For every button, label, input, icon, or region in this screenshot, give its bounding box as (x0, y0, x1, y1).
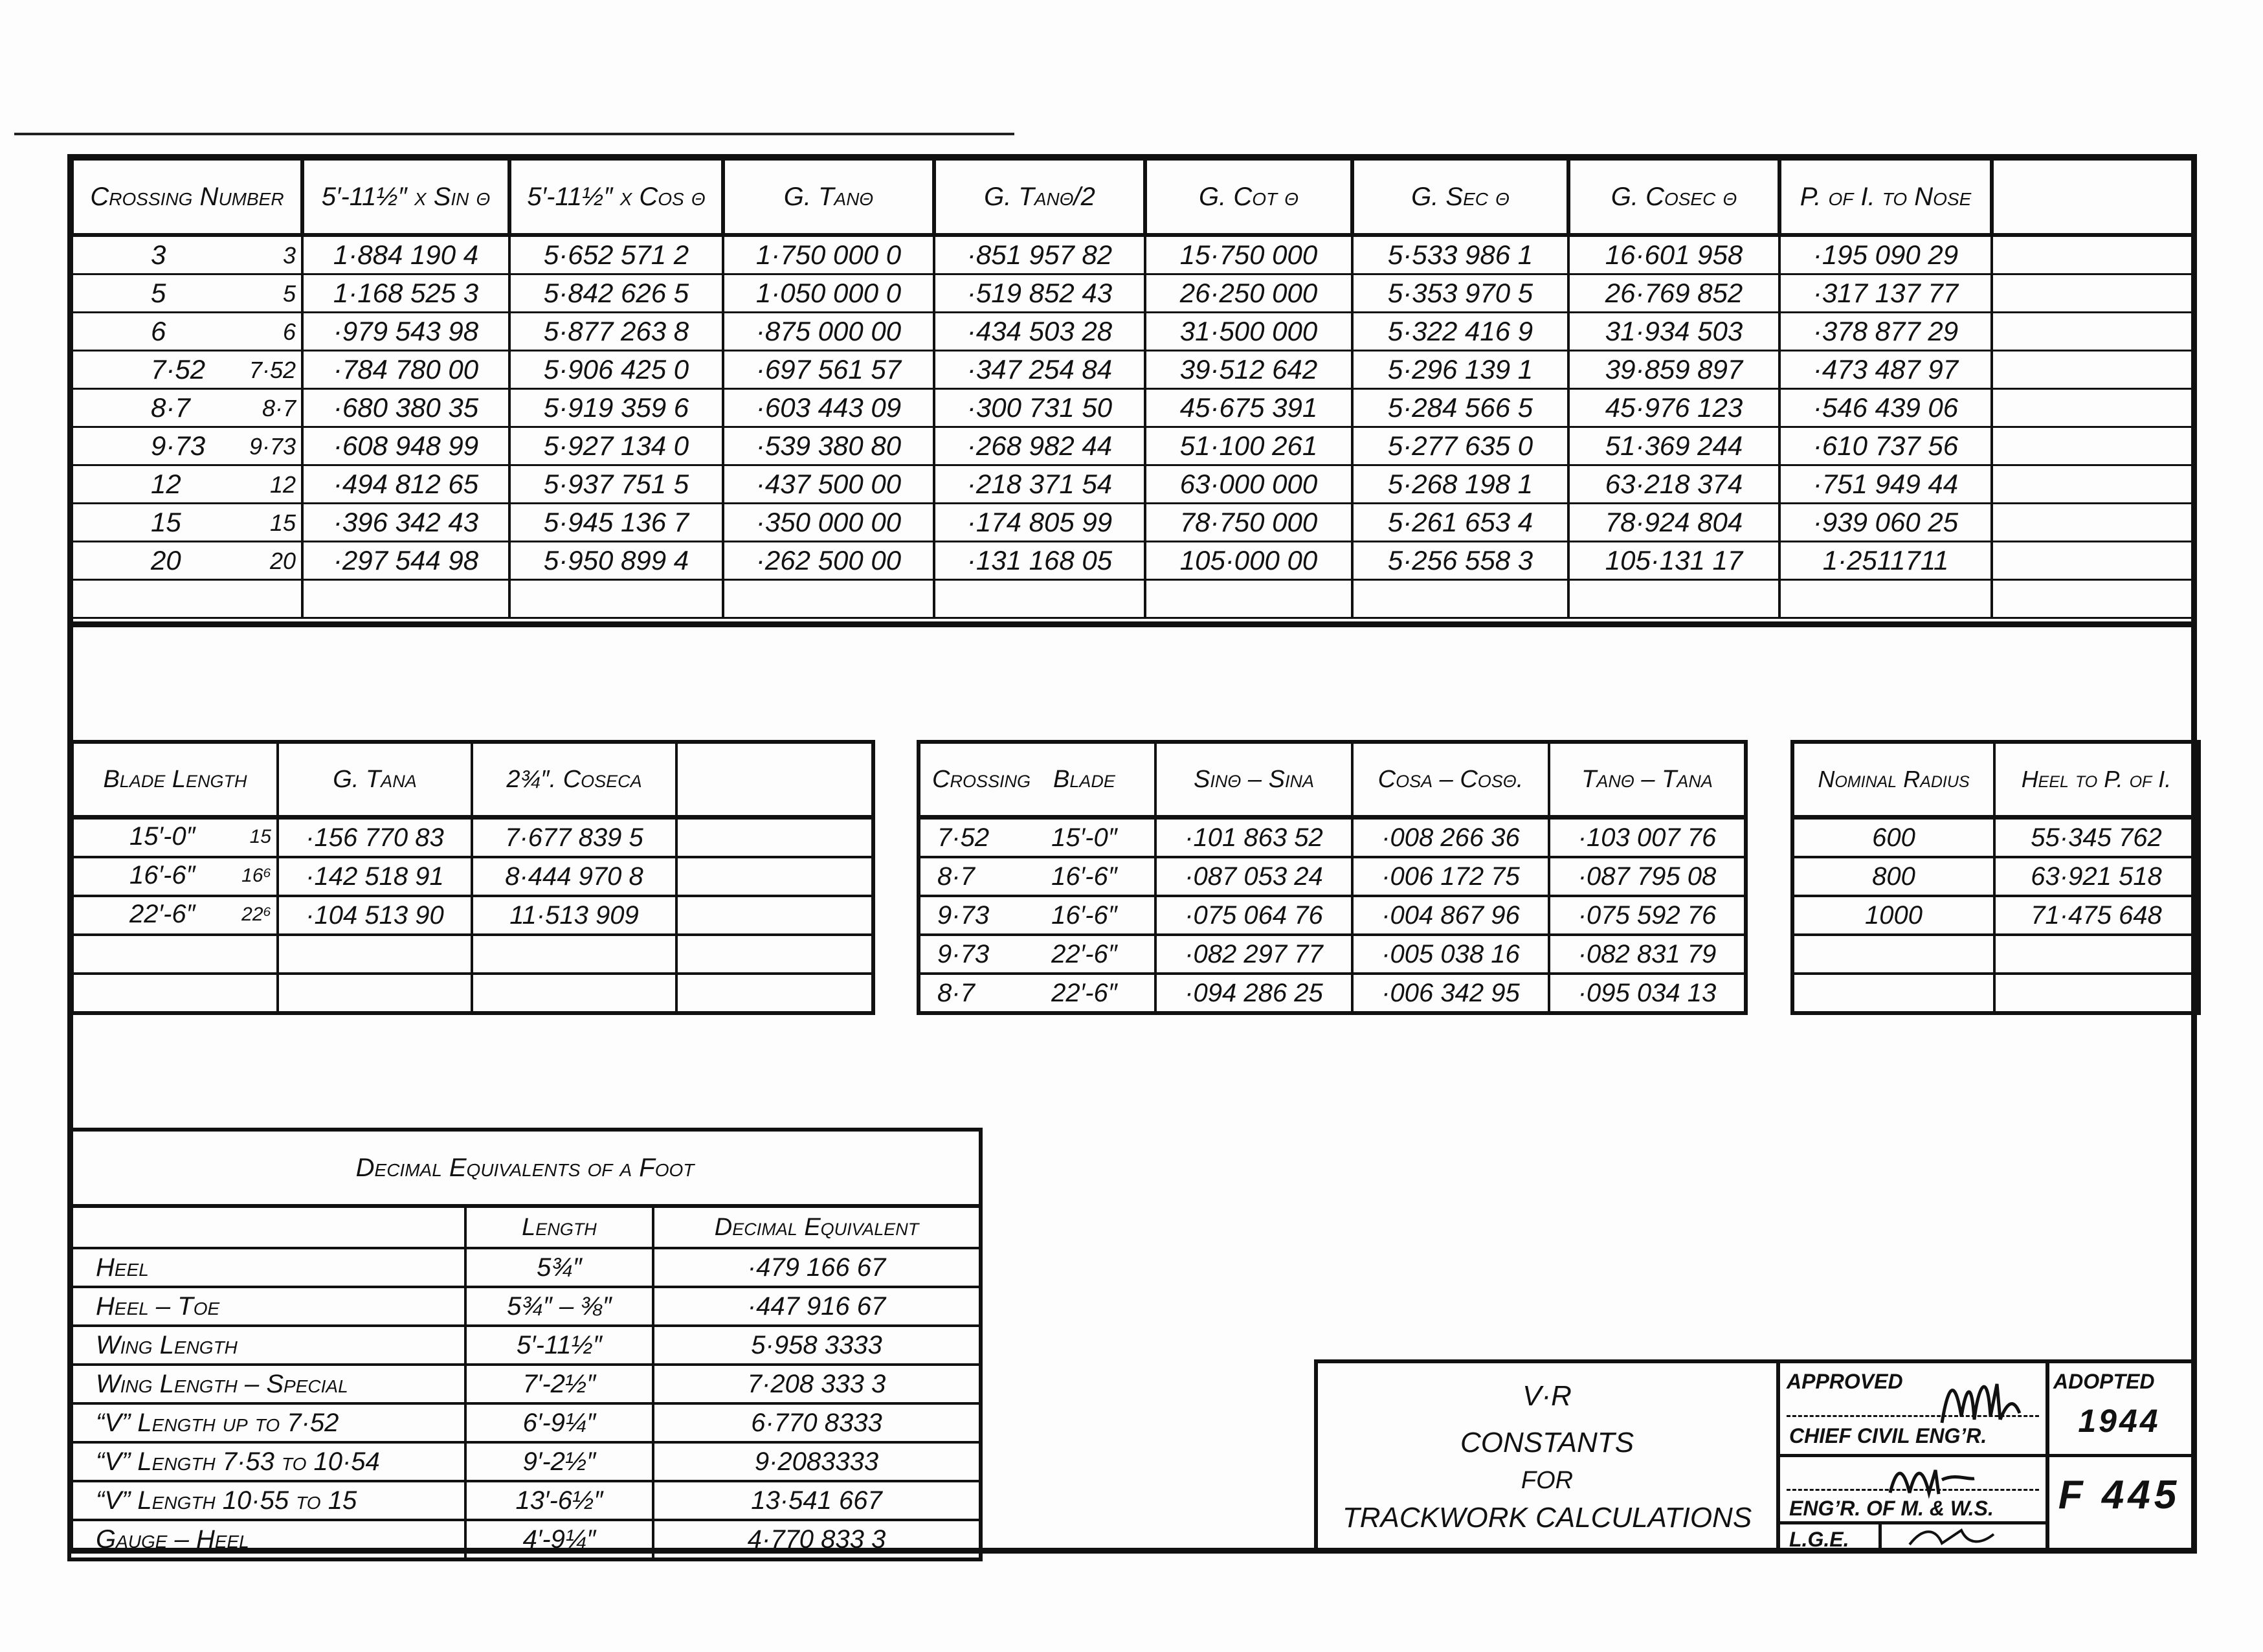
crossing-value: 9·73 (919, 935, 1014, 974)
sin-value: ·608 948 99 (302, 427, 509, 465)
cos-value: 5·906 425 0 (509, 351, 723, 389)
decimal-table-title: Decimal Equivalents of a Foot (69, 1130, 981, 1206)
blank-cell (1779, 580, 1992, 618)
engineer-label: ENG’R. OF M. & W.S. (1789, 1497, 1994, 1520)
crossing-value: 7·52 (919, 818, 1014, 858)
adoption-block (2046, 1363, 2193, 1550)
item-label: “V” Length 7·53 to 10·54 (69, 1442, 465, 1481)
col-header-cosec-alpha: 2¾″. Cosecα (472, 742, 676, 818)
gtan-half-value: ·300 731 50 (934, 389, 1145, 427)
length-value: 7′-2½″ (465, 1365, 653, 1403)
engineer-dash (1787, 1489, 2039, 1491)
crossing-number: 8·7 (151, 392, 190, 423)
crossing-number-note: 8·7 (262, 395, 296, 421)
lge-initials (1903, 1521, 2000, 1550)
crossing-value: 8·7 (919, 974, 1014, 1013)
crossing-value: 8·7 (919, 857, 1014, 896)
nominal-radius-value: 800 (1792, 857, 1994, 896)
crossing-value: 9·73 (919, 896, 1014, 935)
gcosec-value: 39·859 897 (1568, 351, 1779, 389)
blade-length-note: 15 (249, 826, 271, 847)
gtan-half-value: ·268 982 44 (934, 427, 1145, 465)
approved-dash (1787, 1415, 2039, 1417)
blank-cell (676, 818, 873, 858)
crossing-number-note: 20 (269, 548, 296, 574)
item-label: “V” Length 10·55 to 15 (69, 1481, 465, 1520)
col-header-decimal: Decimal Equivalent (653, 1206, 981, 1248)
gtan-value: ·437 500 00 (723, 465, 934, 504)
table-row (69, 1326, 981, 1365)
cos-value: 5·652 571 2 (509, 235, 723, 274)
blank-cell (302, 580, 509, 618)
poi-to-nose-value: ·610 737 56 (1779, 427, 1992, 465)
crossing-number-note: 6 (282, 318, 296, 345)
col-header-crossing: Crossing (919, 742, 1014, 818)
blade-length: 22′-6″ (129, 900, 195, 928)
gcot-value: 39·512 642 (1145, 351, 1352, 389)
heel-to-poi-value: 55·345 762 (1994, 818, 2199, 858)
length-value: 5′-11½″ (465, 1326, 653, 1365)
cosec-alpha-value: 8·444 970 8 (472, 857, 676, 896)
blank-cell (72, 935, 278, 974)
gcosec-value: 51·369 244 (1568, 427, 1779, 465)
gsec-value: 5·256 558 3 (1352, 542, 1568, 580)
table-row (69, 1248, 981, 1287)
poi-to-nose-value: ·939 060 25 (1779, 504, 1992, 542)
blank-cell (1992, 504, 2195, 542)
chief-engineer-label: CHIEF CIVIL ENG’R. (1789, 1424, 1987, 1447)
gtan-value: 1·750 000 0 (723, 235, 934, 274)
tan-diff-value: ·095 034 13 (1549, 974, 1746, 1013)
blank-cell (1994, 974, 2199, 1013)
table-row (919, 896, 1746, 935)
empty-row (72, 580, 2195, 618)
item-label: Wing Length (69, 1326, 465, 1365)
gcosec-value: 16·601 958 (1568, 235, 1779, 274)
tan-diff-value: ·103 007 76 (1549, 818, 1746, 858)
sin-diff-value: ·087 053 24 (1155, 857, 1352, 896)
poi-to-nose-value: ·317 137 77 (1779, 274, 1992, 313)
tan-diff-value: ·087 795 08 (1549, 857, 1746, 896)
blade-length-table (70, 740, 875, 1015)
table-row (1792, 818, 2199, 858)
blank-cell (676, 935, 873, 974)
blank-cell (72, 974, 278, 1013)
table-row (919, 818, 1746, 858)
drawing-number: F 445 (2058, 1473, 2181, 1517)
gtan-value: 1·050 000 0 (723, 274, 934, 313)
crossing-number-cell (72, 274, 302, 313)
gtan-value: ·350 000 00 (723, 504, 934, 542)
cos-value: 5·927 134 0 (509, 427, 723, 465)
gtan-alpha-value: ·156 770 83 (278, 818, 472, 858)
title-line-2: CONSTANTS (1460, 1427, 1634, 1458)
col-header-cos-diff: Cosα – Cosθ. (1352, 742, 1549, 818)
decimal-value: 7·208 333 3 (653, 1365, 981, 1403)
cos-value: 5·919 359 6 (509, 389, 723, 427)
col-header-gcot: G. Cot θ (1145, 159, 1352, 235)
gsec-value: 5·261 653 4 (1352, 504, 1568, 542)
table-row (72, 235, 2195, 274)
crossing-number: 9·73 (151, 430, 206, 461)
poi-to-nose-value: ·546 439 06 (1779, 389, 1992, 427)
blank-cell (1992, 235, 2195, 274)
cos-value: 5·842 626 5 (509, 274, 723, 313)
gcosec-value: 45·976 123 (1568, 389, 1779, 427)
gsec-value: 5·533 986 1 (1352, 235, 1568, 274)
crossing-number-note: 7·52 (249, 357, 296, 383)
blank-cell (509, 580, 723, 618)
length-value: 6′-9¼″ (465, 1403, 653, 1442)
empty-row (1792, 974, 2199, 1013)
nominal-radius-table (1790, 740, 2201, 1015)
nominal-radius-value: 600 (1792, 818, 1994, 858)
col-header-gtan-alpha: G. Tanα (278, 742, 472, 818)
crossing-number-cell (72, 427, 302, 465)
col-header-blade-length: Blade Length (72, 742, 278, 818)
crossing-blade-table (917, 740, 1748, 1015)
gtan-alpha-value: ·104 513 90 (278, 896, 472, 935)
col-header-crossing-number: Crossing Number (72, 159, 302, 235)
blank-cell (676, 857, 873, 896)
gcosec-value: 78·924 804 (1568, 504, 1779, 542)
tan-diff-value: ·082 831 79 (1549, 935, 1746, 974)
gtan-half-value: ·218 371 54 (934, 465, 1145, 504)
gcot-value: 15·750 000 (1145, 235, 1352, 274)
item-label: “V” Length up to 7·52 (69, 1403, 465, 1442)
item-label: Gauge – Heel (69, 1520, 465, 1559)
item-label: Heel – Toe (69, 1287, 465, 1326)
crossing-number-cell (72, 351, 302, 389)
col-header-sin: 5′-11½″ x Sin θ (302, 159, 509, 235)
gtan-value: ·875 000 00 (723, 313, 934, 351)
table-row (72, 896, 873, 935)
decimal-value: 5·958 3333 (653, 1326, 981, 1365)
crossing-number-cell (72, 542, 302, 580)
empty-row (72, 974, 873, 1013)
blank-cell (1992, 313, 2195, 351)
cosec-alpha-value: 7·677 839 5 (472, 818, 676, 858)
crossing-number-cell (72, 313, 302, 351)
gtan-half-value: ·434 503 28 (934, 313, 1145, 351)
blank-cell (1792, 935, 1994, 974)
section-divider (67, 621, 2197, 627)
gtan-value: ·262 500 00 (723, 542, 934, 580)
gtan-alpha-value: ·142 518 91 (278, 857, 472, 896)
approved-label: APPROVED (1787, 1370, 1903, 1393)
gsec-value: 5·284 566 5 (1352, 389, 1568, 427)
sin-diff-value: ·101 863 52 (1155, 818, 1352, 858)
gtan-half-value: ·174 805 99 (934, 504, 1145, 542)
sin-value: ·396 342 43 (302, 504, 509, 542)
gcot-value: 51·100 261 (1145, 427, 1352, 465)
table-row (69, 1287, 981, 1326)
crossing-number-note: 15 (269, 509, 296, 536)
col-header-length: Length (465, 1206, 653, 1248)
crossing-number-cell (72, 389, 302, 427)
decimal-value: 4·770 833 3 (653, 1520, 981, 1559)
gsec-value: 5·277 635 0 (1352, 427, 1568, 465)
table-row (1792, 857, 2199, 896)
table-row (1792, 896, 2199, 935)
col-header-tan-diff: Tanθ – Tanα (1549, 742, 1746, 818)
header-row (919, 742, 1746, 818)
blank-cell (1145, 580, 1352, 618)
table-row (72, 274, 2195, 313)
blade-length: 15′-0″ (129, 822, 195, 851)
blade-length-cell (72, 857, 278, 896)
cos-value: 5·877 263 8 (509, 313, 723, 351)
drawing-title (1318, 1363, 1780, 1550)
sin-value: ·784 780 00 (302, 351, 509, 389)
col-header-gtan: G. Tanθ (723, 159, 934, 235)
adopted-label: ADOPTED (2053, 1370, 2155, 1393)
gcot-value: 31·500 000 (1145, 313, 1352, 351)
blank-cell (1992, 465, 2195, 504)
crossing-number-cell (72, 504, 302, 542)
table-row (72, 542, 2195, 580)
col-header-blank (676, 742, 873, 818)
blade-value: 16′-6″ (1014, 857, 1155, 896)
title-line-1: V·R (1522, 1380, 1572, 1412)
crossing-number-note: 12 (269, 471, 296, 498)
crossing-number: 15 (151, 507, 181, 537)
blank-cell (472, 974, 676, 1013)
sin-diff-value: ·075 064 76 (1155, 896, 1352, 935)
table-row (69, 1442, 981, 1481)
gtan-value: ·603 443 09 (723, 389, 934, 427)
table-row (69, 1365, 981, 1403)
crossing-number-note: 5 (282, 280, 296, 307)
lge-label: L.G.E. (1789, 1528, 1849, 1551)
col-header-cos: 5′-11½″ x Cos θ (509, 159, 723, 235)
sin-value: ·494 812 65 (302, 465, 509, 504)
crossing-constants-table (70, 157, 2197, 619)
blank-cell (1994, 935, 2199, 974)
empty-row (1792, 935, 2199, 974)
col-header-gsec: G. Sec θ (1352, 159, 1568, 235)
length-value: 9′-2½″ (465, 1442, 653, 1481)
crossing-number: 6 (151, 316, 166, 346)
blank-cell (676, 974, 873, 1013)
table-row (72, 504, 2195, 542)
crossing-number: 3 (151, 240, 166, 270)
crossing-number: 12 (151, 469, 181, 499)
table-row (72, 857, 873, 896)
decimal-equivalents-table (67, 1128, 983, 1561)
gcosec-value: 105·131 17 (1568, 542, 1779, 580)
crossing-number: 5 (151, 278, 166, 308)
cos-diff-value: ·005 038 16 (1352, 935, 1549, 974)
item-label: Wing Length – Special (69, 1365, 465, 1403)
gsec-value: 5·322 416 9 (1352, 313, 1568, 351)
col-header-item (69, 1206, 465, 1248)
gtan-half-value: ·851 957 82 (934, 235, 1145, 274)
blank-cell (1568, 580, 1779, 618)
table-row (72, 818, 873, 858)
decimal-value: 13·541 667 (653, 1481, 981, 1520)
blade-length-cell (72, 896, 278, 935)
blank-cell (676, 896, 873, 935)
blank-cell (472, 935, 676, 974)
table-row (69, 1403, 981, 1442)
poi-to-nose-value: ·473 487 97 (1779, 351, 1992, 389)
blank-cell (1992, 542, 2195, 580)
length-value: 5¾″ – ⅜″ (465, 1287, 653, 1326)
top-rule (14, 133, 1014, 135)
gtan-half-value: ·347 254 84 (934, 351, 1145, 389)
gcot-value: 63·000 000 (1145, 465, 1352, 504)
sin-diff-value: ·094 286 25 (1155, 974, 1352, 1013)
blade-length-note: 22⁶ (241, 904, 271, 925)
gcosec-value: 26·769 852 (1568, 274, 1779, 313)
sin-value: 1·884 190 4 (302, 235, 509, 274)
length-value: 13′-6½″ (465, 1481, 653, 1520)
col-header-sin-diff: Sinθ – Sinα (1155, 742, 1352, 818)
blade-value: 16′-6″ (1014, 896, 1155, 935)
crossing-number-cell (72, 235, 302, 274)
cosec-alpha-value: 11·513 909 (472, 896, 676, 935)
header-row (72, 159, 2195, 235)
col-header-blank (1992, 159, 2195, 235)
nominal-radius-value: 1000 (1792, 896, 1994, 935)
cos-value: 5·950 899 4 (509, 542, 723, 580)
poi-to-nose-value: ·378 877 29 (1779, 313, 1992, 351)
crossing-number-note: 9·73 (249, 433, 296, 460)
chief-engineer-signature (1935, 1358, 2026, 1429)
table-row (69, 1481, 981, 1520)
title-row (69, 1130, 981, 1206)
lge-separator (1878, 1521, 1882, 1550)
blank-cell (72, 580, 302, 618)
item-label: Heel (69, 1248, 465, 1287)
table-row (919, 935, 1746, 974)
blank-cell (1992, 274, 2195, 313)
cos-value: 5·945 136 7 (509, 504, 723, 542)
blank-cell (1992, 427, 2195, 465)
gcot-value: 26·250 000 (1145, 274, 1352, 313)
gcot-value: 45·675 391 (1145, 389, 1352, 427)
blank-cell (934, 580, 1145, 618)
cos-diff-value: ·008 266 36 (1352, 818, 1549, 858)
crossing-number-note: 3 (282, 242, 296, 269)
title-line-4: TRACKWORK CALCULATIONS (1342, 1502, 1752, 1534)
length-value: 4′-9¼″ (465, 1520, 653, 1559)
blank-cell (1992, 389, 2195, 427)
gtan-value: ·697 561 57 (723, 351, 934, 389)
blade-value: 15′-0″ (1014, 818, 1155, 858)
decimal-value: ·447 916 67 (653, 1287, 981, 1326)
gtan-value: ·539 380 80 (723, 427, 934, 465)
blank-cell (1792, 974, 1994, 1013)
decimal-value: ·479 166 67 (653, 1248, 981, 1287)
col-header-heel-to-poi: Heel to P. of I. (1994, 742, 2199, 818)
title-line-3: FOR (1521, 1467, 1574, 1494)
table-row (69, 1520, 981, 1559)
sin-value: ·979 543 98 (302, 313, 509, 351)
blade-length-cell (72, 818, 278, 858)
blank-cell (1992, 351, 2195, 389)
approval-block (1780, 1363, 2049, 1550)
table-row (72, 313, 2195, 351)
blank-cell (278, 974, 472, 1013)
header-row (1792, 742, 2199, 818)
blade-length-note: 16⁶ (241, 865, 271, 886)
blank-cell (1352, 580, 1568, 618)
title-block (1314, 1359, 2197, 1554)
decimal-value: 6·770 8333 (653, 1403, 981, 1442)
cos-value: 5·937 751 5 (509, 465, 723, 504)
poi-to-nose-value: 1·2511711 (1779, 542, 1992, 580)
table-row (72, 465, 2195, 504)
blank-cell (723, 580, 934, 618)
cos-diff-value: ·004 867 96 (1352, 896, 1549, 935)
blank-cell (278, 935, 472, 974)
poi-to-nose-value: ·195 090 29 (1779, 235, 1992, 274)
table-row (919, 974, 1746, 1013)
cos-diff-value: ·006 172 75 (1352, 857, 1549, 896)
table-row (72, 389, 2195, 427)
gsec-value: 5·296 139 1 (1352, 351, 1568, 389)
blade-value: 22′-6″ (1014, 974, 1155, 1013)
blade-length: 16′-6″ (129, 861, 195, 889)
blank-cell (1992, 580, 2195, 618)
heel-to-poi-value: 63·921 518 (1994, 857, 2199, 896)
crossing-number-cell (72, 465, 302, 504)
gtan-half-value: ·131 168 05 (934, 542, 1145, 580)
table-row (919, 857, 1746, 896)
sin-value: ·297 544 98 (302, 542, 509, 580)
header-row (72, 742, 873, 818)
gtan-half-value: ·519 852 43 (934, 274, 1145, 313)
table-row (72, 351, 2195, 389)
empty-row (72, 935, 873, 974)
block-divider (2046, 1454, 2193, 1457)
table-row (72, 427, 2195, 465)
gcot-value: 78·750 000 (1145, 504, 1352, 542)
col-header-poi-to-nose: P. of I. to Nose (1779, 159, 1992, 235)
poi-to-nose-value: ·751 949 44 (1779, 465, 1992, 504)
col-header-gcosec: G. Cosec θ (1568, 159, 1779, 235)
col-header-gtan-half: G. Tanθ/2 (934, 159, 1145, 235)
adopted-year: 1944 (2078, 1403, 2161, 1439)
cos-diff-value: ·006 342 95 (1352, 974, 1549, 1013)
header-row (69, 1206, 981, 1248)
gsec-value: 5·353 970 5 (1352, 274, 1568, 313)
sin-value: 1·168 525 3 (302, 274, 509, 313)
decimal-value: 9·2083333 (653, 1442, 981, 1481)
gsec-value: 5·268 198 1 (1352, 465, 1568, 504)
sin-value: ·680 380 35 (302, 389, 509, 427)
heel-to-poi-value: 71·475 648 (1994, 896, 2199, 935)
gcosec-value: 31·934 503 (1568, 313, 1779, 351)
col-header-nominal-radius: Nominal Radius (1792, 742, 1994, 818)
crossing-number: 7·52 (151, 354, 206, 385)
blade-value: 22′-6″ (1014, 935, 1155, 974)
tan-diff-value: ·075 592 76 (1549, 896, 1746, 935)
gcot-value: 105·000 00 (1145, 542, 1352, 580)
crossing-number: 20 (151, 545, 181, 575)
length-value: 5¾″ (465, 1248, 653, 1287)
col-header-blade: Blade (1014, 742, 1155, 818)
gcosec-value: 63·218 374 (1568, 465, 1779, 504)
sin-diff-value: ·082 297 77 (1155, 935, 1352, 974)
